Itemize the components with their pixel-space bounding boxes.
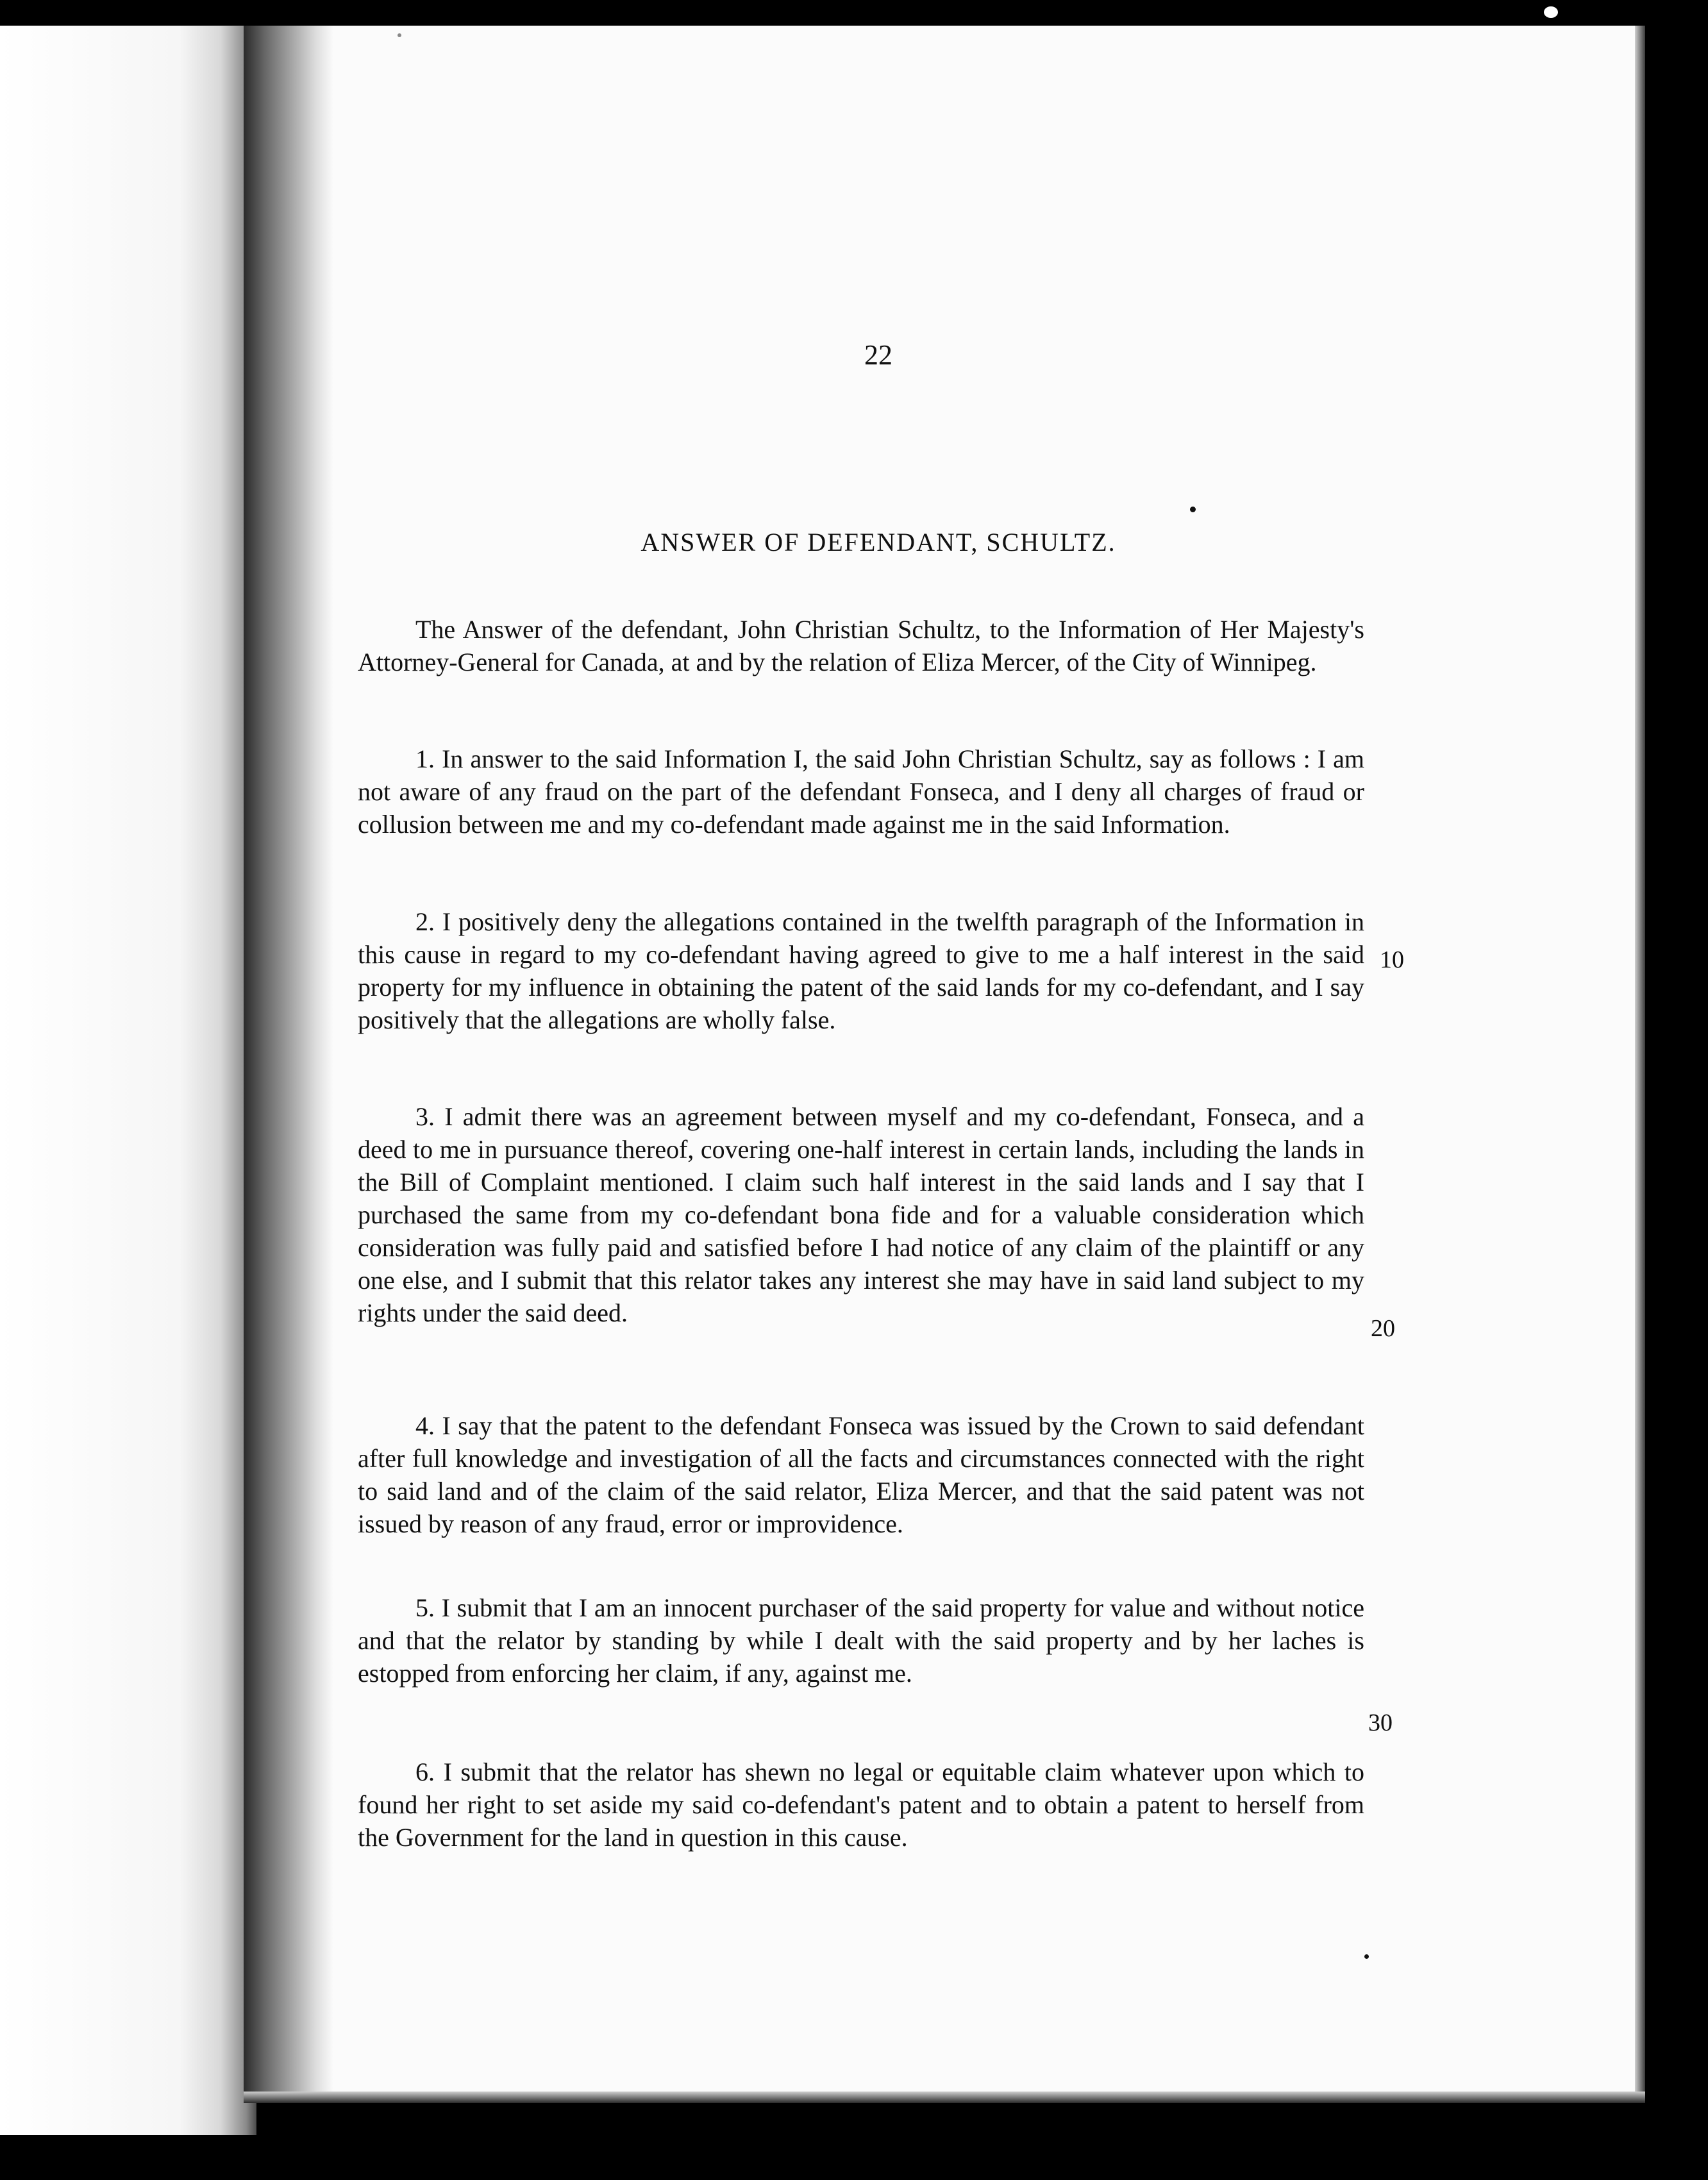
- paragraph-3: 3. I admit there was an agreement between myself and my co-defendant, Fonseca, and a deed to me in pursuance thereof, covering one-half interest in certain lands, including the lands in the Bill of Complaint mentioned. I claim such half interest in the said lands and I say that I purchased the same from my co-defendant bona fide and for a valuable consideration which consideration was fully paid and satisfied before I had notice of any claim of the plaintiff or any one else, and I submit that this relator takes any interest she may have in said land subject to my rights under the said deed.: [358, 1102, 1364, 1327]
- print-speck: [1190, 507, 1196, 512]
- document-heading: ANSWER OF DEFENDANT, SCHULTZ.: [640, 528, 1116, 557]
- paragraph-1: 1. In answer to the said Information I, the said John Christian Schultz, say as follows : I am not aware of any fraud on the part of the defendant Fonseca, and I deny all charges of fraud or collusion between me and my co-defendant made against me in the said Information.: [358, 744, 1364, 839]
- intro-paragraph: The Answer of the defendant, John Christian Schultz, to the Information of Her Majesty's Attorney-General for Canada, at and by the relation of Eliza Mercer, of the City of Winnipeg.: [358, 615, 1364, 676]
- page-right-edge: [1635, 26, 1645, 2100]
- facing-blank-page: [0, 26, 256, 2135]
- paragraph-2: 2. I positively deny the allegations contained in the twelfth paragraph of the Information in this cause in regard to my co-defendant having agreed to give to me a half interest in the said property for my influence in obtaining the patent of the said lands for my co-defendant, and I say positively that the allegations are wholly false.: [358, 907, 1364, 1034]
- paragraph-5: 5. I submit that I am an innocent purchaser of the said property for value and without notice and that the relator by standing by while I dealt with the said property and by her laches is estopped from enforcing her claim, if any, against me.: [358, 1593, 1364, 1688]
- page-number: 22: [864, 339, 892, 371]
- page-bottom-edge: [244, 2092, 1645, 2103]
- line-number-20: 20: [1371, 1315, 1395, 1342]
- line-number-10: 10: [1380, 946, 1404, 973]
- binding-gutter-shadow: [244, 26, 333, 2100]
- line-number-30: 30: [1368, 1709, 1393, 1736]
- print-speck: [1364, 1954, 1369, 1959]
- scan-speck: [1544, 6, 1558, 18]
- paragraph-4: 4. I say that the patent to the defendant Fonseca was issued by the Crown to said defendant after full knowledge and investigation of all the facts and circumstances connected with the right to said land and of the claim of the said relator, Eliza Mercer, and that the said patent was not issued by reason of any fraud, error or improvidence.: [358, 1411, 1364, 1538]
- scan-speck: [398, 33, 401, 37]
- paragraph-6: 6. I submit that the relator has shewn no legal or equitable claim whatever upon which to found her right to set aside my said co-defendant's patent and to obtain a patent to herself from the Government for the land in question in this cause.: [358, 1757, 1364, 1852]
